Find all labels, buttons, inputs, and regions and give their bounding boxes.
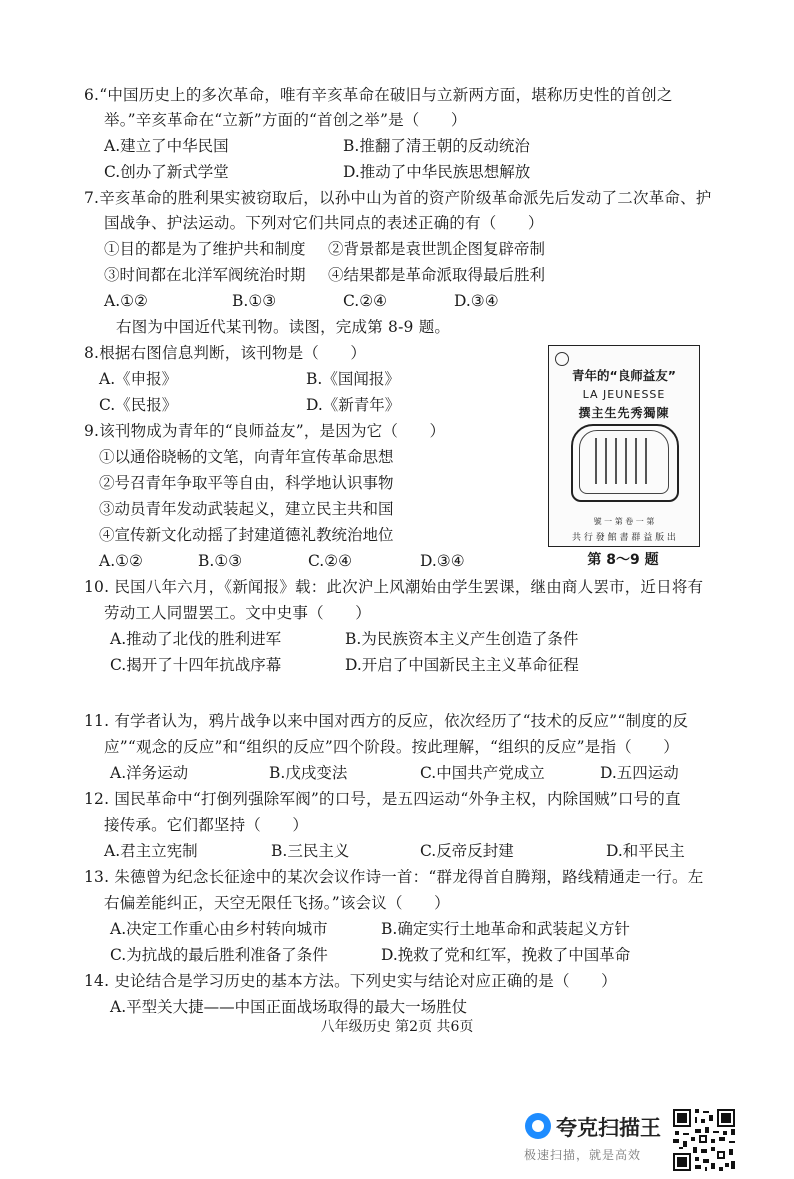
q7-option-d: D.③④ (454, 292, 499, 310)
cover-masthead: LA JEUNESSE (582, 388, 666, 401)
q12-stem-line1: 12. 国民革命中“打倒列强除军阀”的口号，是五四运动“外争主权，内除国贼”口号的直 (84, 790, 681, 808)
cover-text-column (625, 438, 627, 484)
q12-stem-line2: 接传承。它们都坚持（ ） (104, 816, 309, 834)
q6-stem-line2: 举。”辛亥革命在“立新”方面的“首创之举”是（ ） (104, 111, 467, 129)
q9-statement-1: ①以通俗晓畅的文笔，向青年宣传革命思想 (99, 448, 394, 466)
q10-stem-line2: 劳动工人同盟罢工。文中史事（ ） (104, 604, 371, 622)
q13-option-c: C.为抗战的最后胜利准备了条件 (110, 946, 328, 964)
q11-option-d: D.五四运动 (600, 764, 679, 782)
cover-emblem-icon (555, 352, 569, 366)
q10-option-d: D.开启了中国新民主主义革命征程 (345, 656, 579, 674)
q13-option-d: D.挽救了党和红军，挽救了中国革命 (381, 946, 631, 964)
q7-statement-3: ③时间都在北洋军阀统治时期 (104, 266, 306, 284)
q10-option-c: C.揭开了十四年抗战序幕 (110, 656, 282, 674)
q14-option-a: A.平型关大捷——中国正面战场取得的最大一场胜仗 (110, 998, 468, 1016)
q12-option-a: A.君主立宪制 (104, 842, 198, 860)
q9-option-a: A.①② (99, 552, 143, 570)
q10-option-b: B.为民族资本主义产生创造了条件 (345, 630, 579, 648)
q9-option-c: C.②④ (308, 552, 353, 570)
q9-stem: 9.该刊物成为青年的“良师益友”，是因为它（ ） (84, 422, 446, 440)
q11-option-c: C.中国共产党成立 (420, 764, 545, 782)
q7-option-b: B.①③ (232, 292, 277, 310)
q9-statement-3: ③动员青年发动武装起义，建立民主共和国 (99, 500, 394, 518)
q7-statement-4: ④结果都是革命派取得最后胜利 (328, 266, 546, 284)
q6-option-d: D.推动了中华民族思想解放 (343, 163, 531, 181)
q13-option-b: B.确定实行土地革命和武装起义方针 (381, 920, 630, 938)
cover-text-column (595, 438, 597, 484)
cover-text-column (605, 438, 607, 484)
cover-publisher: 共 行 發 館 書 群 益 版 出 (572, 533, 676, 543)
figure-caption: 第 8～9 题 (587, 552, 659, 568)
watermark-brand: 夸克扫描王 (556, 1116, 661, 1140)
q6-option-a: A.建立了中华民国 (104, 137, 229, 155)
intro-8-9: 右图为中国近代某刊物。读图，完成第 8-9 题。 (116, 318, 451, 336)
q7-statement-1: ①目的都是为了维护共和制度 (104, 240, 306, 258)
cover-headline: 青年的“良师益友” (572, 368, 676, 383)
q7-option-a: A.①② (104, 292, 148, 310)
quark-scanner-logo-icon (525, 1113, 551, 1139)
cover-text-column (615, 438, 617, 484)
q8-option-d: D.《新青年》 (306, 396, 401, 414)
q9-option-b: B.①③ (198, 552, 243, 570)
q13-option-a: A.决定工作重心由乡村转向城市 (110, 920, 328, 938)
q6-option-c: C.创办了新式学堂 (104, 163, 229, 181)
q8-stem: 8.根据右图信息判断，该刊物是（ ） (84, 344, 367, 362)
q13-stem-line2: 右偏差能纠正，天空无限任飞扬。”该会议（ ） (104, 894, 450, 912)
page-footer: 八年级历史 第2页 共6页 (320, 1019, 474, 1035)
cover-text-column (635, 438, 637, 484)
q12-option-b: B.三民主义 (271, 842, 350, 860)
q11-option-b: B.戊戌变法 (269, 764, 348, 782)
q11-stem-line2: 应”“观念的反应”和“组织的反应”四个阶段。按此理解，“组织的反应”是指（ ） (104, 738, 679, 756)
q7-option-c: C.②④ (343, 292, 388, 310)
cover-issue: 號 一 第 卷 一 第 (593, 517, 655, 526)
q11-stem-line1: 11. 有学者认为，鸦片战争以来中国对西方的反应，依次经历了“技术的反应”“制度的反 (84, 712, 689, 730)
cover-author: 撰主生先秀獨陳 (578, 406, 670, 420)
q6-stem-line1: 6.“中国历史上的多次革命，唯有辛亥革命在破旧与立新两方面，堪称历史性的首创之 (84, 86, 673, 104)
q7-stem-line2: 国战争、护法运动。下列对它们共同点的表述正确的有（ ） (104, 214, 544, 232)
q7-stem-line1: 7.辛亥革命的胜利果实被窃取后，以孙中山为首的资产阶级革命派先后发动了二次革命、护 (84, 189, 712, 207)
q10-option-a: A.推动了北伐的胜利进军 (110, 630, 282, 648)
watermark-slogan: 极速扫描，就是高效 (524, 1148, 642, 1162)
q9-statement-2: ②号召青年争取平等自由，科学地认识事物 (99, 474, 394, 492)
q6-option-b: B.推翻了清王朝的反动统治 (343, 137, 530, 155)
q10-stem-line1: 10. 民国八年六月，《新闻报》载：此次沪上风潮始由学生罢课，继由商人罢市，近日将有 (84, 578, 704, 596)
q13-stem-line1: 13. 朱德曾为纪念长征途中的某次会议作诗一首：“群龙得首自腾翔，路线精通走一行。左 (84, 868, 704, 886)
q8-option-c: C.《民报》 (99, 396, 178, 414)
qr-code-icon (671, 1107, 737, 1173)
q14-stem: 14. 史论结合是学习历史的基本方法。下列史实与结论对应正确的是（ ） (84, 972, 617, 990)
q7-statement-2: ②背景都是袁世凯企图复辟帝制 (328, 240, 546, 258)
q9-statement-4: ④宣传新文化动摇了封建道德礼教统治地位 (99, 526, 394, 544)
q12-option-d: D.和平民主 (606, 842, 685, 860)
cover-ornament-inner (579, 430, 669, 494)
q8-option-b: B.《国闻报》 (306, 370, 400, 388)
cover-text-column (645, 438, 647, 484)
q9-option-d: D.③④ (420, 552, 465, 570)
q12-option-c: C.反帝反封建 (420, 842, 514, 860)
magazine-cover-figure (548, 345, 700, 547)
q11-option-a: A.洋务运动 (110, 764, 189, 782)
q8-option-a: A.《申报》 (99, 370, 178, 388)
